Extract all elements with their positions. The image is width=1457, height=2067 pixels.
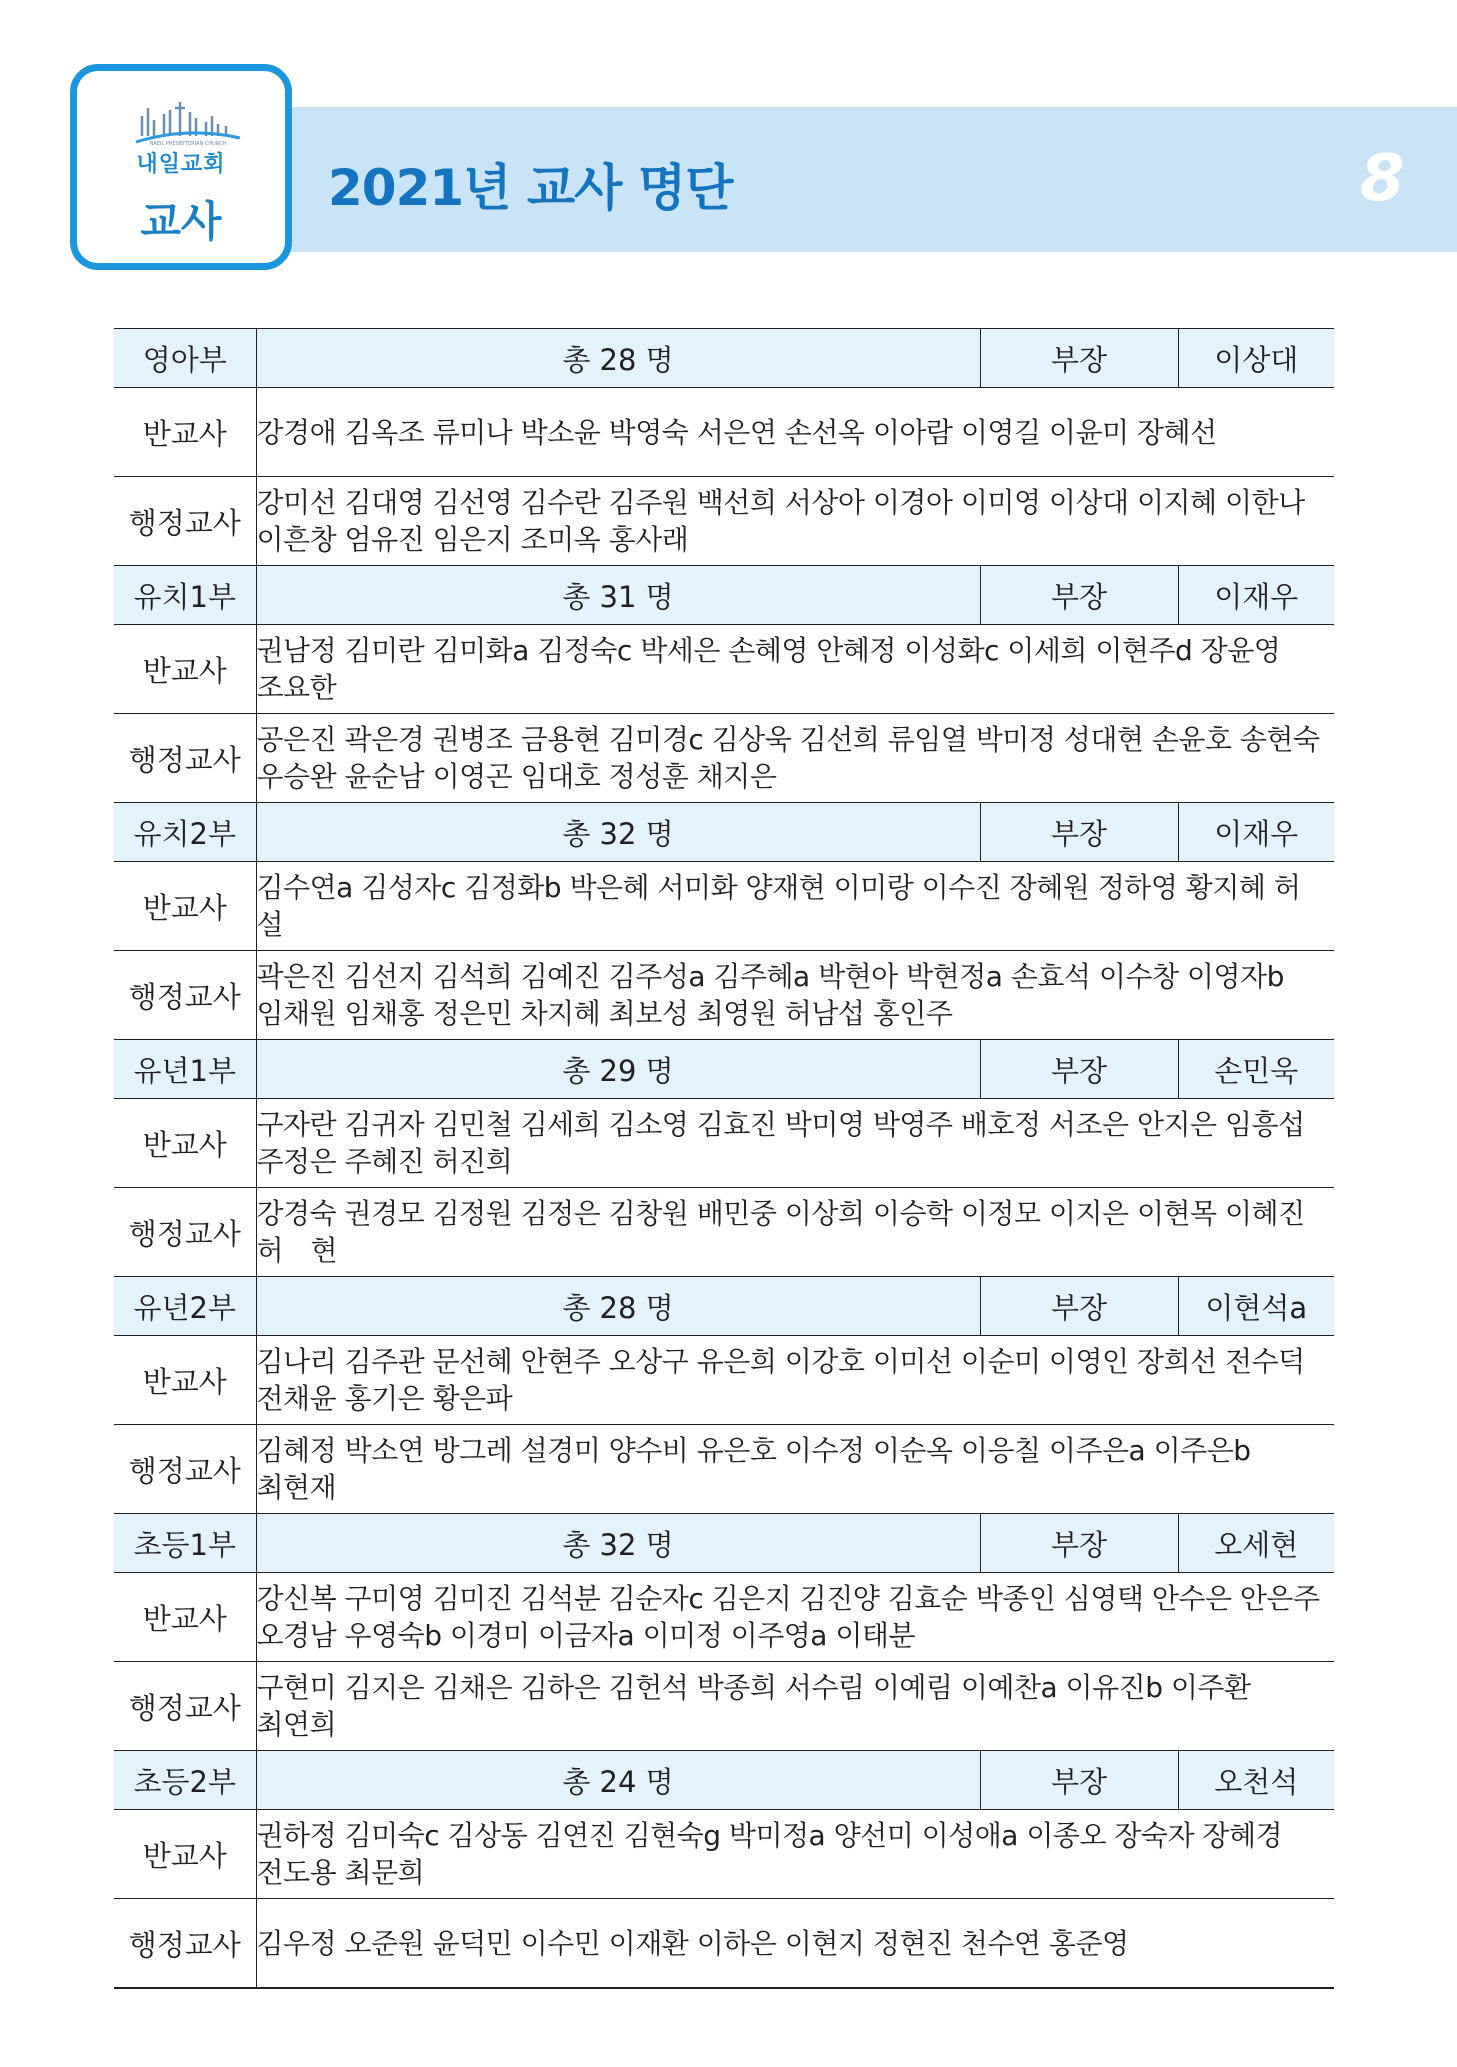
department-label: 교사 bbox=[140, 197, 222, 246]
regular-teacher-names: 김수연a 김성자c 김정화b 박은혜 서미화 양재현 이미랑 이수진 장혜원 정하영 황지혜 허 설 bbox=[256, 862, 1334, 951]
church-subtitle: NAEIL PRESBYTERIAN CHURCH bbox=[149, 141, 227, 146]
regular-teacher-row bbox=[114, 862, 1334, 951]
regular-teacher-row bbox=[114, 1573, 1334, 1662]
head-name: 이재우 bbox=[1178, 566, 1334, 625]
department-header-row bbox=[114, 1277, 1334, 1336]
admin-teacher-names: 김혜정 박소연 방그레 설경미 양수비 유은호 이수정 이순옥 이응칠 이주은a 이주은b 최현재 bbox=[256, 1425, 1334, 1514]
admin-teacher-row bbox=[114, 1899, 1334, 1989]
regular-teacher-label: 반교사 bbox=[114, 1099, 256, 1188]
teacher-total: 총 32 명 bbox=[256, 803, 980, 862]
admin-teacher-names: 곽은진 김선지 김석희 김예진 김주성a 김주혜a 박현아 박현정a 손효석 이수창 이영자b 임채원 임채홍 정은민 차지혜 최보성 최영원 허남섭 홍인주 bbox=[256, 951, 1334, 1040]
department-name: 초등2부 bbox=[114, 1751, 256, 1810]
head-label: 부장 bbox=[980, 566, 1178, 625]
department-header-row bbox=[114, 803, 1334, 862]
head-name: 오세현 bbox=[1178, 1514, 1334, 1573]
admin-teacher-row bbox=[114, 714, 1334, 803]
regular-teacher-label: 반교사 bbox=[114, 1810, 256, 1899]
page-number: 8 bbox=[1360, 142, 1405, 216]
regular-teacher-row bbox=[114, 1336, 1334, 1425]
regular-teacher-label: 반교사 bbox=[114, 625, 256, 714]
department-name: 유치2부 bbox=[114, 803, 256, 862]
admin-teacher-row bbox=[114, 951, 1334, 1040]
church-skyline-icon bbox=[134, 96, 242, 146]
head-name: 이현석a bbox=[1178, 1277, 1334, 1336]
regular-teacher-row bbox=[114, 1810, 1334, 1899]
regular-teacher-label: 반교사 bbox=[114, 388, 256, 477]
regular-teacher-names: 강신복 구미영 김미진 김석분 김순자c 김은지 김진양 김효순 박종인 심영택 안수은 안은주 오경남 우영숙b 이경미 이금자a 이미정 이주영a 이태분 bbox=[256, 1573, 1334, 1662]
admin-teacher-row bbox=[114, 477, 1334, 566]
church-name: 내일교회 bbox=[136, 152, 226, 177]
head-label: 부장 bbox=[980, 1751, 1178, 1810]
department-header-row bbox=[114, 329, 1334, 388]
regular-teacher-row bbox=[114, 1099, 1334, 1188]
teacher-total: 총 28 명 bbox=[256, 329, 980, 388]
head-label: 부장 bbox=[980, 329, 1178, 388]
teacher-total: 총 31 명 bbox=[256, 566, 980, 625]
head-name: 이상대 bbox=[1178, 329, 1334, 388]
admin-teacher-label: 행정교사 bbox=[114, 951, 256, 1040]
regular-teacher-names: 구자란 김귀자 김민철 김세희 김소영 김효진 박미영 박영주 배호정 서조은 안지은 임흥섭 주정은 주혜진 허진희 bbox=[256, 1099, 1334, 1188]
teacher-total: 총 32 명 bbox=[256, 1514, 980, 1573]
admin-teacher-row bbox=[114, 1662, 1334, 1751]
teacher-total: 총 28 명 bbox=[256, 1277, 980, 1336]
admin-teacher-names: 구현미 김지은 김채은 김하은 김헌석 박종희 서수림 이예림 이예찬a 이유진b 이주환 최연희 bbox=[256, 1662, 1334, 1751]
admin-teacher-names: 강경숙 권경모 김정원 김정은 김창원 배민중 이상희 이승학 이정모 이지은 이현목 이혜진 허 현 bbox=[256, 1188, 1334, 1277]
page-title: 2021년 교사 명단 bbox=[328, 159, 733, 217]
head-label: 부장 bbox=[980, 1040, 1178, 1099]
regular-teacher-label: 반교사 bbox=[114, 1573, 256, 1662]
regular-teacher-names: 강경애 김옥조 류미나 박소윤 박영숙 서은연 손선옥 이아람 이영길 이윤미 장혜선 bbox=[256, 388, 1334, 477]
department-name: 영아부 bbox=[114, 329, 256, 388]
admin-teacher-label: 행정교사 bbox=[114, 1662, 256, 1751]
admin-teacher-label: 행정교사 bbox=[114, 1425, 256, 1514]
teacher-total: 총 24 명 bbox=[256, 1751, 980, 1810]
admin-teacher-row bbox=[114, 1188, 1334, 1277]
regular-teacher-names: 권남정 김미란 김미화a 김정숙c 박세은 손혜영 안혜정 이성화c 이세희 이현주d 장윤영 조요한 bbox=[256, 625, 1334, 714]
head-label: 부장 bbox=[980, 1277, 1178, 1336]
regular-teacher-label: 반교사 bbox=[114, 862, 256, 951]
admin-teacher-names: 김우정 오준원 윤덕민 이수민 이재환 이하은 이현지 정현진 천수연 홍준영 bbox=[256, 1899, 1334, 1989]
department-name: 초등1부 bbox=[114, 1514, 256, 1573]
department-name: 유년1부 bbox=[114, 1040, 256, 1099]
head-name: 손민욱 bbox=[1178, 1040, 1334, 1099]
admin-teacher-row bbox=[114, 1425, 1334, 1514]
teacher-roster-table bbox=[114, 328, 1334, 1989]
admin-teacher-label: 행정교사 bbox=[114, 714, 256, 803]
admin-teacher-label: 행정교사 bbox=[114, 477, 256, 566]
regular-teacher-label: 반교사 bbox=[114, 1336, 256, 1425]
admin-teacher-names: 공은진 곽은경 권병조 금용현 김미경c 김상욱 김선희 류임열 박미정 성대현 손윤호 송현숙 우승완 윤순남 이영곤 임대호 정성훈 채지은 bbox=[256, 714, 1334, 803]
church-logo-badge bbox=[70, 64, 292, 270]
department-header-row bbox=[114, 1040, 1334, 1099]
admin-teacher-label: 행정교사 bbox=[114, 1188, 256, 1277]
head-label: 부장 bbox=[980, 1514, 1178, 1573]
head-label: 부장 bbox=[980, 803, 1178, 862]
head-name: 이재우 bbox=[1178, 803, 1334, 862]
department-name: 유년2부 bbox=[114, 1277, 256, 1336]
admin-teacher-names: 강미선 김대영 김선영 김수란 김주원 백선희 서상아 이경아 이미영 이상대 이지혜 이한나 이흔창 엄유진 임은지 조미옥 홍사래 bbox=[256, 477, 1334, 566]
admin-teacher-label: 행정교사 bbox=[114, 1899, 256, 1989]
teacher-total: 총 29 명 bbox=[256, 1040, 980, 1099]
regular-teacher-names: 김나리 김주관 문선혜 안현주 오상구 유은희 이강호 이미선 이순미 이영인 장희선 전수덕 전채윤 홍기은 황은파 bbox=[256, 1336, 1334, 1425]
department-header-row bbox=[114, 566, 1334, 625]
regular-teacher-row bbox=[114, 388, 1334, 477]
regular-teacher-names: 권하정 김미숙c 김상동 김연진 김현숙g 박미정a 양선미 이성애a 이종오 장숙자 장혜경 전도용 최문희 bbox=[256, 1810, 1334, 1899]
regular-teacher-row bbox=[114, 625, 1334, 714]
department-header-row bbox=[114, 1514, 1334, 1573]
head-name: 오천석 bbox=[1178, 1751, 1334, 1810]
department-name: 유치1부 bbox=[114, 566, 256, 625]
department-header-row bbox=[114, 1751, 1334, 1810]
